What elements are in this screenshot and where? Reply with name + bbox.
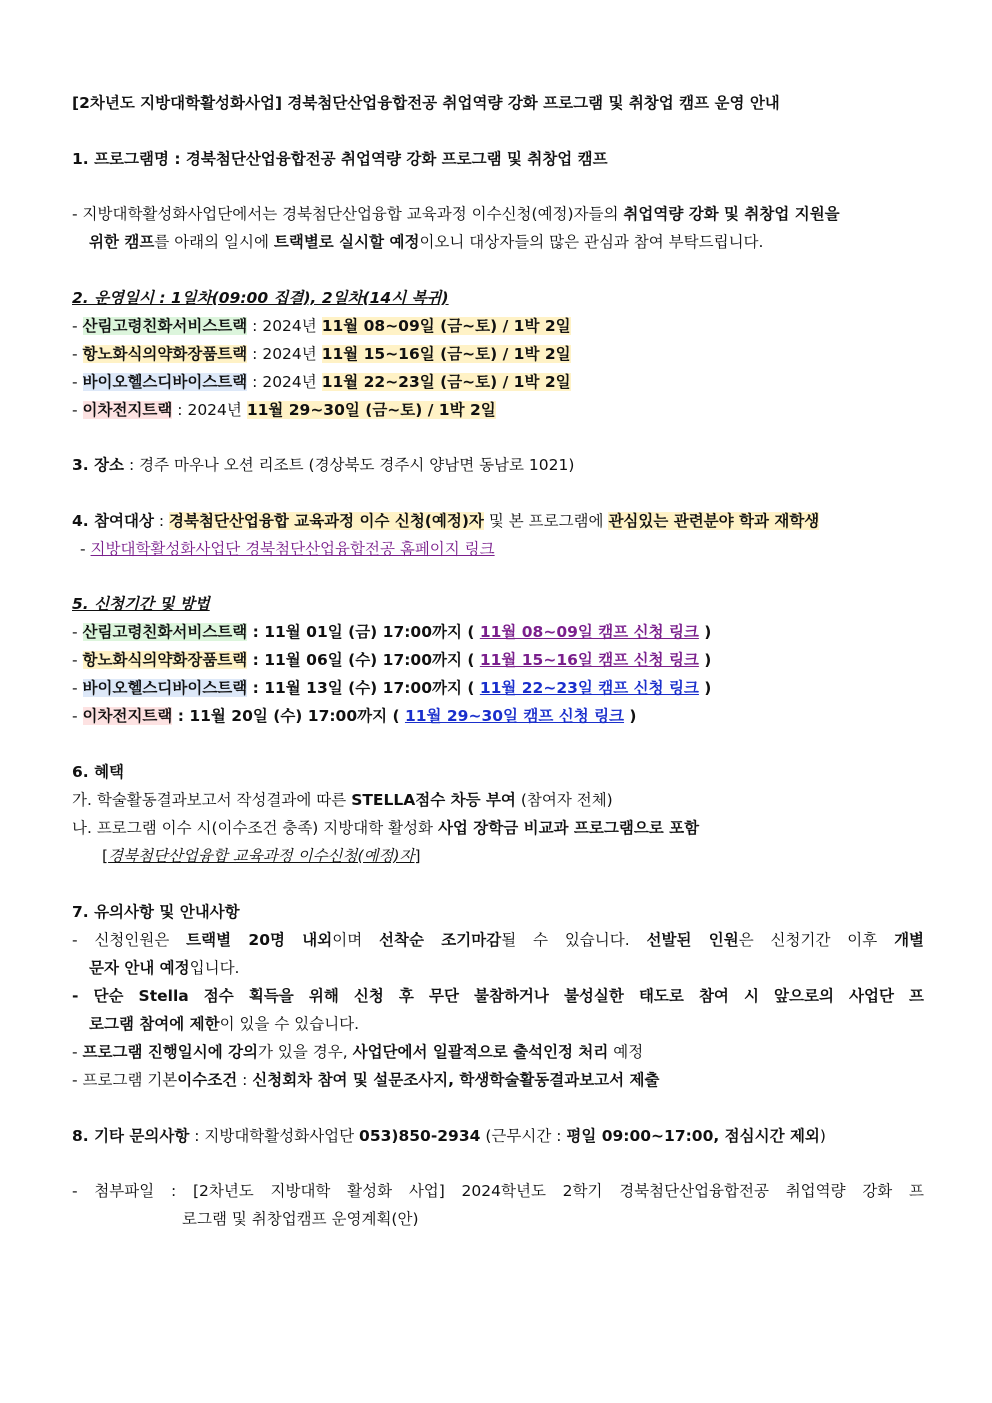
section-1-heading: 1. 프로그램명 : 경북첨단산업융합전공 취업역량 강화 프로그램 및 취창업 캠프 [72, 150, 608, 168]
text: (근무시간 : [480, 1127, 567, 1145]
text: 될 수 있습니다. [501, 931, 647, 949]
notice-line [72, 1067, 659, 1093]
attachment-line: 로그램 및 취창업캠프 운영계획(안) [182, 1210, 419, 1228]
text: : [237, 1071, 253, 1089]
text: ) [819, 1127, 826, 1145]
section-3-location [72, 452, 574, 478]
application-row [72, 619, 711, 645]
camp-application-link[interactable]: 11월 08~09일 캠프 신청 링크 [479, 623, 699, 641]
camp-application-link[interactable]: 11월 15~16일 캠프 신청 링크 [479, 651, 699, 669]
text: 가 있을 경우, [258, 1043, 353, 1061]
text-bold: 문자 안내 예정 [89, 959, 190, 977]
notice-line [89, 1011, 359, 1037]
section-1-paragraph-line-2 [89, 229, 763, 255]
bracket: [ [102, 847, 109, 865]
text: : 2024년 [172, 401, 247, 419]
text: - [72, 1043, 83, 1061]
track-name: 이차전지트랙 [82, 401, 173, 419]
track-name: 산림고령친화서비스트랙 [82, 317, 248, 335]
schedule-date: 11월 08~09일 (금~토) / 1박 2일 [321, 317, 571, 335]
dash: - [80, 540, 91, 558]
location-text: : 경주 마우나 오션 리조트 (경상북도 경주시 양남면 동남로 1021) [124, 456, 575, 474]
section-4-target [72, 508, 819, 534]
schedule-date: 11월 15~16일 (금~토) / 1박 2일 [321, 345, 571, 363]
dash: - [72, 345, 83, 363]
camp-application-link[interactable]: 11월 22~23일 캠프 신청 링크 [479, 679, 699, 697]
text-bold: 선착순 조기마감 [379, 931, 502, 949]
section-2-heading: 2. 운영일시 : 1일차(09:00 집결), 2일차(14시 복귀) [72, 289, 449, 307]
section-4-label: 4. 참여대상 [72, 512, 154, 530]
track-name: 이차전지트랙 [82, 707, 173, 725]
text: ) [698, 679, 712, 697]
deadline: : 11월 13일 (수) 17:00까지 ( [247, 679, 480, 697]
application-row [72, 647, 711, 673]
schedule-date: 11월 29~30일 (금~토) / 1박 2일 [246, 401, 496, 419]
text: : 2024년 [247, 373, 322, 391]
text-bold: 트랙별 20명 내외 [186, 931, 333, 949]
application-row [72, 703, 637, 729]
text: ) [624, 707, 637, 725]
text: 및 본 프로그램에 [483, 512, 609, 530]
dash: - [72, 317, 83, 335]
text-bold: 사업 장학금 비교과 프로그램으로 포함 [437, 819, 700, 837]
working-hours: 평일 09:00~17:00, 점심시간 제외 [566, 1127, 820, 1145]
text: ) [698, 651, 712, 669]
camp-application-link[interactable]: 11월 29~30일 캠프 신청 링크 [404, 707, 625, 725]
text: 이오니 대상자들의 많은 관심과 참여 부탁드립니다. [419, 233, 764, 251]
schedule-date: 11월 22~23일 (금~토) / 1박 2일 [321, 373, 571, 391]
track-name: 항노화식의약화장품트랙 [82, 345, 248, 363]
target-group-1: 경북첨단산업융합 교육과정 이수 신청(예정)자 [169, 512, 484, 530]
deadline: : 11월 20일 (수) 17:00까지 ( [172, 707, 405, 725]
text: : 지방대학활성화사업단 [189, 1127, 360, 1145]
text-bold: 위한 캠프 [89, 233, 155, 251]
schedule-row [72, 369, 571, 395]
text-bold: 신청회차 참여 및 설문조사지, 학생학술활동결과보고서 제출 [252, 1071, 660, 1089]
track-name: 바이오헬스디바이스트랙 [82, 373, 248, 391]
text-bold: 선발된 인원 [646, 931, 739, 949]
text: 입니다. [189, 959, 240, 977]
benefit-note-text: 경북첨단산업융합 교육과정 이수신청(예정)자 [108, 847, 415, 865]
schedule-row [72, 397, 496, 423]
benefit-item [72, 815, 699, 841]
contact-phone: 053)850-2934 [359, 1127, 481, 1145]
text-bold: 이수조건 [177, 1071, 238, 1089]
target-group-2: 관심있는 관련분야 학과 재학생 [608, 512, 820, 530]
text: 나. 프로그램 이수 시(이수조건 충족) 지방대학 활성화 [72, 819, 438, 837]
track-name: 항노화식의약화장품트랙 [82, 651, 248, 669]
dash: - [72, 707, 83, 725]
text-bold: 취업역량 강화 및 취창업 지원을 [623, 205, 840, 223]
schedule-row [72, 341, 571, 367]
section-5-heading: 5. 신청기간 및 방법 [72, 595, 210, 613]
section-8-label: 8. 기타 문의사항 [72, 1127, 190, 1145]
section-8-contact [72, 1123, 826, 1149]
text: - 프로그램 기본 [72, 1071, 178, 1089]
dash: - [72, 623, 83, 641]
dash: - [72, 679, 83, 697]
track-name: 바이오헬스디바이스트랙 [82, 679, 248, 697]
text: (참여자 전체) [515, 791, 613, 809]
notice-line [89, 955, 240, 981]
dash: - [72, 401, 83, 419]
text-bold: 개별 [894, 931, 925, 949]
text: 를 아래의 일시에 [154, 233, 274, 251]
text-bold: 트랙별로 실시할 예정 [273, 233, 420, 251]
dash: - [72, 373, 83, 391]
attachment-line: - 첨부파일 : [2차년도 지방대학 활성화 사업] 2024학년도 2학기 경북첨단산업융합전공 취업역량 강화 프 [72, 1182, 924, 1200]
text: ) [698, 623, 712, 641]
deadline: : 11월 06일 (수) 17:00까지 ( [247, 651, 480, 669]
text: 이며 [332, 931, 380, 949]
deadline: : 11월 01일 (금) 17:00까지 ( [247, 623, 480, 641]
homepage-link[interactable]: 지방대학활성화사업단 경북첨단산업융합전공 홈페이지 링크 [90, 540, 495, 558]
dash: - [72, 651, 83, 669]
text-bold: STELLA점수 차등 부여 [351, 791, 516, 809]
bracket: ] [414, 847, 421, 865]
section-3-label: 3. 장소 [72, 456, 125, 474]
text-bold: 프로그램 진행일시에 강의 [82, 1043, 259, 1061]
section-6-heading: 6. 혜택 [72, 763, 125, 781]
homepage-link-row [80, 536, 495, 562]
notice-line [72, 927, 924, 953]
application-row [72, 675, 711, 701]
text: : 2024년 [247, 345, 322, 363]
text: - 지방대학활성화사업단에서는 경북첨단산업융합 교육과정 이수신청(예정)자들의 [72, 205, 624, 223]
text-bold: 로그램 참여에 제한 [89, 1015, 220, 1033]
benefit-note [102, 843, 421, 869]
text: 은 신청기간 이후 [738, 931, 895, 949]
benefit-item [72, 787, 613, 813]
document-title: [2차년도 지방대학활성화사업] 경북첨단산업융합전공 취업역량 강화 프로그램 및 취창업 캠프 운영 안내 [72, 94, 780, 112]
schedule-row [72, 313, 571, 339]
text: - 신청인원은 [72, 931, 187, 949]
track-name: 산림고령친화서비스트랙 [82, 623, 248, 641]
text-bold: 사업단에서 일괄적으로 출석인정 처리 [352, 1043, 609, 1061]
notice-line [72, 1039, 643, 1065]
text: 이 있을 수 있습니다. [219, 1015, 360, 1033]
section-7-heading: 7. 유의사항 및 안내사항 [72, 903, 240, 921]
text: : 2024년 [247, 317, 322, 335]
text: 예정 [608, 1043, 644, 1061]
text: 가. 학술활동결과보고서 작성결과에 따른 [72, 791, 352, 809]
notice-line: - 단순 Stella 점수 획득을 위해 신청 후 무단 불참하거나 불성실한 태도로 참여 시 앞으로의 사업단 프 [72, 987, 924, 1005]
text: : [153, 512, 170, 530]
section-1-paragraph-line-1 [72, 201, 840, 227]
